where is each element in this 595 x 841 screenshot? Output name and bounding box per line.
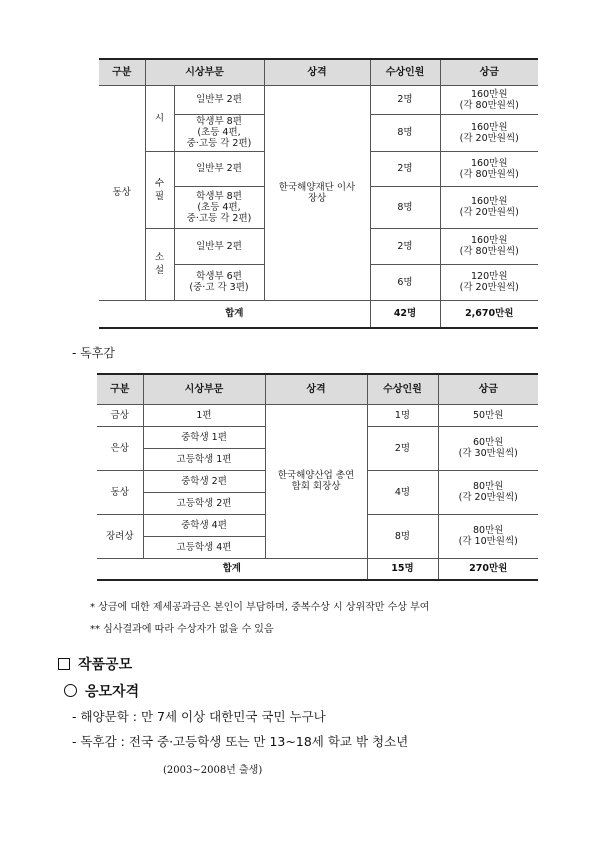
total-label: 합계 — [97, 558, 367, 580]
genre-cell: 수 필 — [145, 151, 174, 228]
category-cell: 고등학생 1편 — [143, 448, 265, 470]
total-count: 15명 — [367, 558, 438, 580]
book-report-heading: - 독후감 — [72, 346, 115, 360]
note-tax: * 상금에 대한 제세공과금은 본인이 부담하며, 중복수상 시 상위작만 수상 부여 — [90, 602, 430, 613]
circle-bullet-icon — [64, 684, 77, 697]
total-count: 42명 — [370, 300, 440, 328]
grade-cell: 금상 — [97, 404, 143, 426]
header-category: 구분 — [97, 374, 143, 404]
note-no-winner: ** 심사결과에 따라 수상자가 없을 수 있음 — [90, 624, 274, 635]
total-prize: 2,670만원 — [440, 300, 538, 328]
award-type-cell: 한국해양재단 이사장상 — [264, 85, 370, 300]
count-cell: 4명 — [367, 470, 438, 514]
header-award: 상격 — [264, 59, 370, 85]
prize-cell: 60만원 (각 30만원씩) — [438, 426, 538, 470]
prize-table-literature — [99, 58, 538, 329]
category-cell: 학생부 6편 (중·고 각 3편) — [174, 264, 264, 300]
award-type-cell: 한국해양산업 총연합회 회장상 — [265, 404, 367, 558]
header-prize: 상금 — [440, 59, 538, 85]
genre-cell: 시 — [145, 85, 174, 151]
prize-cell: 160만원 (각 20만원씩) — [440, 186, 538, 228]
category-cell: 학생부 8편 (초등 4편, 중·고등 각 2편) — [174, 114, 264, 151]
category-cell: 고등학생 2편 — [143, 492, 265, 514]
header-count: 수상인원 — [370, 59, 440, 85]
total-label: 합계 — [99, 300, 370, 328]
count-cell: 8명 — [370, 186, 440, 228]
section-title: 작품공모 — [58, 654, 132, 674]
prize-cell: 160만원 (각 80만원씩) — [440, 85, 538, 114]
category-cell: 1편 — [143, 404, 265, 426]
header-count: 수상인원 — [367, 374, 438, 404]
genre-cell: 소 설 — [145, 228, 174, 300]
category-cell: 중학생 1편 — [143, 426, 265, 448]
prize-cell: 160만원 (각 80만원씩) — [440, 228, 538, 264]
prize-cell: 120만원 (각 20만원씩) — [440, 264, 538, 300]
header-section: 시상부문 — [145, 59, 264, 85]
grade-cell: 은상 — [97, 426, 143, 470]
prize-cell: 80만원 (각 10만원씩) — [438, 514, 538, 558]
header-award: 상격 — [265, 374, 367, 404]
category-cell: 중학생 4편 — [143, 514, 265, 536]
prize-cell: 160만원 (각 80만원씩) — [440, 151, 538, 186]
category-cell: 학생부 8편 (초등 4편, 중·고등 각 2편) — [174, 186, 264, 228]
square-bullet-icon — [58, 658, 70, 670]
count-cell: 2명 — [370, 151, 440, 186]
prize-cell: 50만원 — [438, 404, 538, 426]
count-cell: 8명 — [370, 114, 440, 151]
prize-table-book-report — [97, 373, 538, 581]
header-section: 시상부문 — [143, 374, 265, 404]
category-cell: 고등학생 4편 — [143, 536, 265, 558]
prize-cell: 160만원 (각 20만원씩) — [440, 114, 538, 151]
grade-cell: 장려상 — [97, 514, 143, 558]
eligibility-literature: - 해양문학 : 만 7세 이상 대한민국 국민 누구나 — [72, 709, 326, 724]
count-cell: 6명 — [370, 264, 440, 300]
category-cell: 일반부 2편 — [174, 151, 264, 186]
category-cell: 일반부 2편 — [174, 85, 264, 114]
count-cell: 2명 — [367, 426, 438, 470]
count-cell: 2명 — [370, 228, 440, 264]
category-cell: 중학생 2편 — [143, 470, 265, 492]
count-cell: 2명 — [370, 85, 440, 114]
total-prize: 270만원 — [438, 558, 538, 580]
category-cell: 일반부 2편 — [174, 228, 264, 264]
subsection-title: 응모자격 — [64, 681, 139, 701]
prize-cell: 80만원 (각 20만원씩) — [438, 470, 538, 514]
eligibility-birth-years: (2003~2008년 출생) — [163, 765, 263, 776]
grade-cell: 동상 — [97, 470, 143, 514]
count-cell: 8명 — [367, 514, 438, 558]
header-prize: 상금 — [438, 374, 538, 404]
header-category: 구분 — [99, 59, 145, 85]
count-cell: 1명 — [367, 404, 438, 426]
grade-cell: 동상 — [99, 85, 145, 300]
eligibility-book-report: - 독후감 : 전국 중·고등학생 또는 만 13~18세 학교 밖 청소년 — [72, 734, 409, 749]
